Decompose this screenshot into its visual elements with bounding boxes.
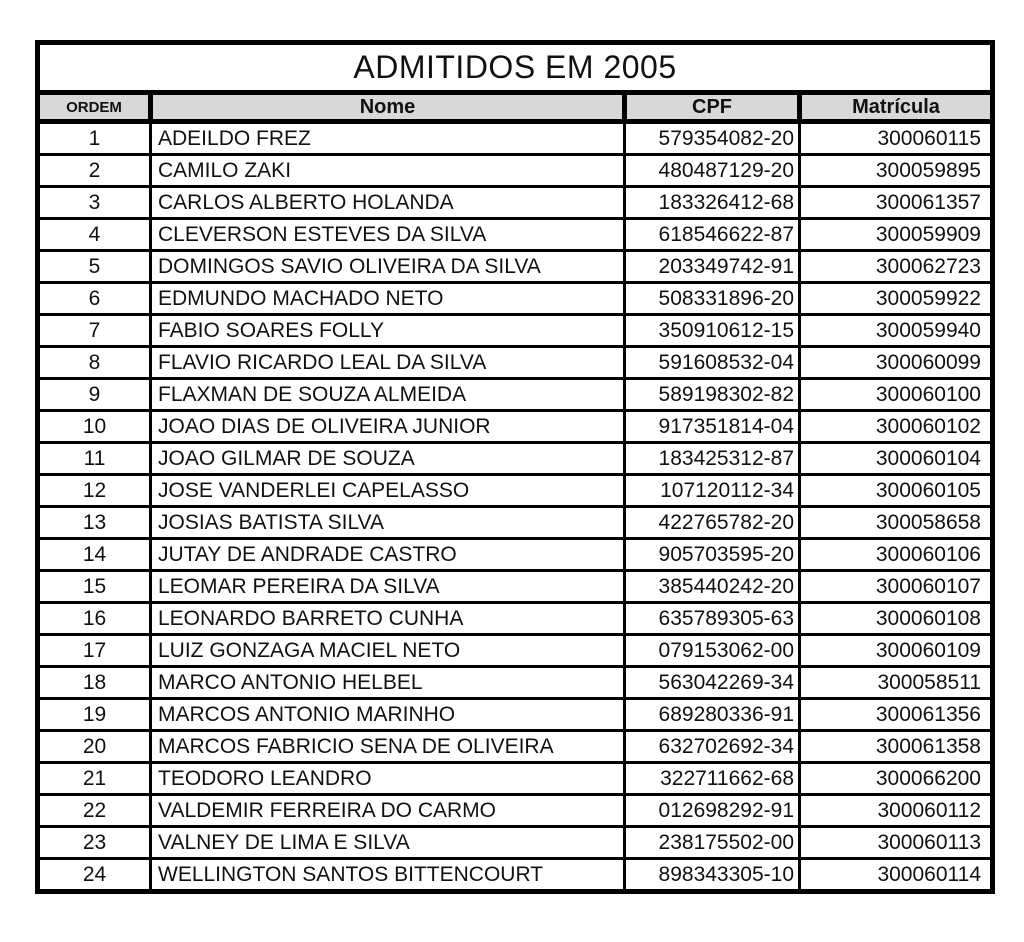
cell-nome: LEOMAR PEREIRA DA SILVA xyxy=(151,571,625,603)
cell-ordem: 22 xyxy=(38,795,151,827)
table-row xyxy=(38,667,993,699)
cell-ordem: 19 xyxy=(38,699,151,731)
cell-matricula: 300061358 xyxy=(800,731,993,763)
table-row xyxy=(38,731,993,763)
cell-cpf: 480487129-20 xyxy=(625,155,800,187)
table-title: ADMITIDOS EM 2005 xyxy=(38,43,993,93)
cell-matricula: 300060107 xyxy=(800,571,993,603)
cell-ordem: 10 xyxy=(38,411,151,443)
cell-matricula: 300061356 xyxy=(800,699,993,731)
cell-ordem: 7 xyxy=(38,315,151,347)
table-row xyxy=(38,539,993,571)
table-row xyxy=(38,603,993,635)
table-row xyxy=(38,475,993,507)
cell-ordem: 13 xyxy=(38,507,151,539)
cell-ordem: 4 xyxy=(38,219,151,251)
cell-ordem: 3 xyxy=(38,187,151,219)
table-row xyxy=(38,315,993,347)
cell-ordem: 18 xyxy=(38,667,151,699)
cell-ordem: 24 xyxy=(38,859,151,892)
cell-nome: ADEILDO FREZ xyxy=(151,122,625,155)
table-row xyxy=(38,507,993,539)
cell-cpf: 589198302-82 xyxy=(625,379,800,411)
cell-nome: VALDEMIR FERREIRA DO CARMO xyxy=(151,795,625,827)
cell-matricula: 300060108 xyxy=(800,603,993,635)
cell-matricula: 300060105 xyxy=(800,475,993,507)
cell-cpf: 917351814-04 xyxy=(625,411,800,443)
cell-matricula: 300060113 xyxy=(800,827,993,859)
cell-cpf: 385440242-20 xyxy=(625,571,800,603)
column-header-matricula: Matrícula xyxy=(800,93,993,122)
cell-ordem: 14 xyxy=(38,539,151,571)
table-body xyxy=(38,122,993,892)
cell-matricula: 300059909 xyxy=(800,219,993,251)
cell-nome: JOAO GILMAR DE SOUZA xyxy=(151,443,625,475)
cell-ordem: 9 xyxy=(38,379,151,411)
header-row xyxy=(38,93,993,122)
table-row xyxy=(38,859,993,892)
table-row xyxy=(38,347,993,379)
cell-matricula: 300062723 xyxy=(800,251,993,283)
cell-matricula: 300060106 xyxy=(800,539,993,571)
cell-matricula: 300066200 xyxy=(800,763,993,795)
cell-cpf: 183326412-68 xyxy=(625,187,800,219)
cell-matricula: 300060115 xyxy=(800,122,993,155)
cell-matricula: 300058658 xyxy=(800,507,993,539)
cell-cpf: 422765782-20 xyxy=(625,507,800,539)
cell-matricula: 300060112 xyxy=(800,795,993,827)
cell-ordem: 8 xyxy=(38,347,151,379)
cell-matricula: 300060109 xyxy=(800,635,993,667)
cell-cpf: 618546622-87 xyxy=(625,219,800,251)
cell-cpf: 203349742-91 xyxy=(625,251,800,283)
cell-ordem: 15 xyxy=(38,571,151,603)
table-row xyxy=(38,283,993,315)
cell-nome: MARCOS FABRICIO SENA DE OLIVEIRA xyxy=(151,731,625,763)
cell-nome: JOAO DIAS DE OLIVEIRA JUNIOR xyxy=(151,411,625,443)
cell-matricula: 300059922 xyxy=(800,283,993,315)
cell-ordem: 11 xyxy=(38,443,151,475)
table-row xyxy=(38,699,993,731)
table-row xyxy=(38,443,993,475)
cell-nome: DOMINGOS SAVIO OLIVEIRA DA SILVA xyxy=(151,251,625,283)
cell-cpf: 591608532-04 xyxy=(625,347,800,379)
cell-nome: TEODORO LEANDRO xyxy=(151,763,625,795)
cell-cpf: 107120112-34 xyxy=(625,475,800,507)
table-row xyxy=(38,251,993,283)
cell-ordem: 20 xyxy=(38,731,151,763)
cell-ordem: 21 xyxy=(38,763,151,795)
table-row xyxy=(38,219,993,251)
cell-nome: LEONARDO BARRETO CUNHA xyxy=(151,603,625,635)
cell-ordem: 23 xyxy=(38,827,151,859)
cell-nome: JOSE VANDERLEI CAPELASSO xyxy=(151,475,625,507)
table-row xyxy=(38,571,993,603)
cell-matricula: 300058511 xyxy=(800,667,993,699)
cell-ordem: 1 xyxy=(38,122,151,155)
cell-ordem: 12 xyxy=(38,475,151,507)
cell-nome: CARLOS ALBERTO HOLANDA xyxy=(151,187,625,219)
cell-cpf: 635789305-63 xyxy=(625,603,800,635)
cell-nome: EDMUNDO MACHADO NETO xyxy=(151,283,625,315)
cell-matricula: 300060102 xyxy=(800,411,993,443)
cell-nome: FLAVIO RICARDO LEAL DA SILVA xyxy=(151,347,625,379)
table-row xyxy=(38,155,993,187)
cell-nome: MARCOS ANTONIO MARINHO xyxy=(151,699,625,731)
cell-cpf: 898343305-10 xyxy=(625,859,800,892)
column-header-nome: Nome xyxy=(151,93,625,122)
table-row xyxy=(38,411,993,443)
table-row xyxy=(38,635,993,667)
cell-nome: CLEVERSON ESTEVES DA SILVA xyxy=(151,219,625,251)
cell-cpf: 508331896-20 xyxy=(625,283,800,315)
cell-nome: VALNEY DE LIMA E SILVA xyxy=(151,827,625,859)
table-row xyxy=(38,795,993,827)
admitted-2005-table xyxy=(35,40,995,894)
cell-cpf: 238175502-00 xyxy=(625,827,800,859)
cell-nome: JUTAY DE ANDRADE CASTRO xyxy=(151,539,625,571)
table-row xyxy=(38,122,993,155)
cell-cpf: 905703595-20 xyxy=(625,539,800,571)
cell-matricula: 300060114 xyxy=(800,859,993,892)
cell-cpf: 079153062-00 xyxy=(625,635,800,667)
cell-ordem: 2 xyxy=(38,155,151,187)
cell-ordem: 17 xyxy=(38,635,151,667)
cell-ordem: 5 xyxy=(38,251,151,283)
cell-matricula: 300059940 xyxy=(800,315,993,347)
title-row xyxy=(38,43,993,93)
cell-cpf: 350910612-15 xyxy=(625,315,800,347)
table-row xyxy=(38,379,993,411)
cell-nome: FLAXMAN DE SOUZA ALMEIDA xyxy=(151,379,625,411)
cell-nome: WELLINGTON SANTOS BITTENCOURT xyxy=(151,859,625,892)
column-header-ordem: ORDEM xyxy=(38,93,151,122)
cell-matricula: 300061357 xyxy=(800,187,993,219)
cell-matricula: 300060100 xyxy=(800,379,993,411)
cell-nome: CAMILO ZAKI xyxy=(151,155,625,187)
cell-nome: LUIZ GONZAGA MACIEL NETO xyxy=(151,635,625,667)
cell-ordem: 16 xyxy=(38,603,151,635)
table-row xyxy=(38,827,993,859)
cell-ordem: 6 xyxy=(38,283,151,315)
cell-cpf: 579354082-20 xyxy=(625,122,800,155)
cell-cpf: 563042269-34 xyxy=(625,667,800,699)
cell-matricula: 300059895 xyxy=(800,155,993,187)
table-row xyxy=(38,763,993,795)
cell-nome: MARCO ANTONIO HELBEL xyxy=(151,667,625,699)
column-header-cpf: CPF xyxy=(625,93,800,122)
cell-cpf: 322711662-68 xyxy=(625,763,800,795)
cell-matricula: 300060104 xyxy=(800,443,993,475)
cell-cpf: 689280336-91 xyxy=(625,699,800,731)
cell-cpf: 632702692-34 xyxy=(625,731,800,763)
cell-nome: FABIO SOARES FOLLY xyxy=(151,315,625,347)
cell-cpf: 183425312-87 xyxy=(625,443,800,475)
cell-cpf: 012698292-91 xyxy=(625,795,800,827)
table-row xyxy=(38,187,993,219)
cell-matricula: 300060099 xyxy=(800,347,993,379)
cell-nome: JOSIAS BATISTA SILVA xyxy=(151,507,625,539)
